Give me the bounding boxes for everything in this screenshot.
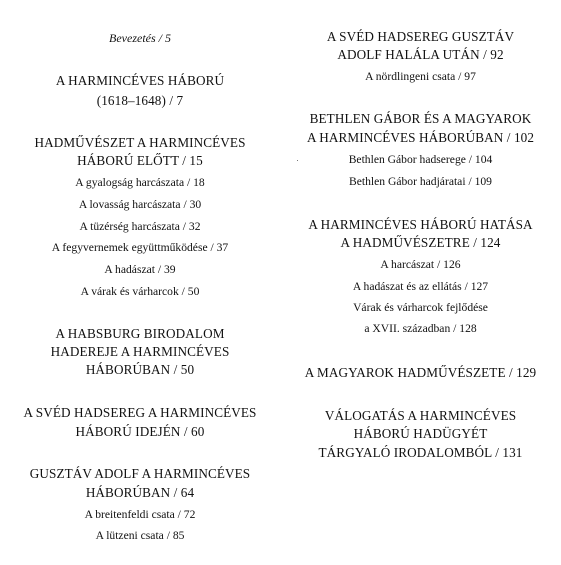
toc-entry-fortress-development: Várak és várharcok fejlődése bbox=[353, 301, 488, 314]
toc-heading-habsburg-3: HÁBORÚBAN / 50 bbox=[85, 362, 195, 377]
toc-heading-impact-1: A HARMINCÉVES HÁBORÚ HATÁSA bbox=[308, 217, 533, 232]
toc-entry-bethlen-campaigns: Bethlen Gábor hadjáratai / 109 bbox=[349, 175, 492, 188]
toc-heading-bibliography-3: TÁRGYALÓ IRODALOMBÓL / 131 bbox=[318, 445, 523, 460]
toc-heading-swedish-after-2: ADOLF HALÁLA UTÁN / 92 bbox=[337, 47, 504, 62]
toc-heading-swedish-army-1: A SVÉD HADSEREG A HARMINCÉVES bbox=[23, 405, 257, 420]
toc-entry-bethlen-army: Bethlen Gábor hadserege / 104 bbox=[348, 153, 493, 166]
toc-heading-bethlen-1: BETHLEN GÁBOR ÉS A MAGYAROK bbox=[309, 111, 532, 126]
toc-entry-tactics: A harcászat / 126 bbox=[380, 258, 461, 271]
toc-entry-breitenfeld: A breitenfeldi csata / 72 bbox=[84, 508, 196, 521]
toc-heading-gustavus-1: GUSZTÁV ADOLF A HARMINCÉVES bbox=[29, 466, 251, 481]
toc-entry-fortresses: A várak és várharcok / 50 bbox=[80, 285, 200, 298]
toc-heading-habsburg-2: HADEREJE A HARMINCÉVES bbox=[50, 344, 230, 359]
toc-heading-impact-2: A HADMŰVÉSZETRE / 124 bbox=[340, 235, 501, 250]
toc-entry-introduction: Bevezetés / 5 bbox=[109, 31, 171, 45]
toc-entry-nordlingen: A nördlingeni csata / 97 bbox=[365, 70, 476, 83]
toc-heading-swedish-army-2: HÁBORÚ IDEJÉN / 60 bbox=[75, 424, 205, 439]
toc-entry-lutzen: A lützeni csata / 85 bbox=[95, 529, 185, 542]
toc-heading-swedish-after-1: A SVÉD HADSEREG GUSZTÁV bbox=[326, 29, 515, 44]
toc-heading-bibliography-1: VÁLOGATÁS A HARMINCÉVES bbox=[324, 408, 517, 423]
toc-heading-bethlen-2: A HARMINCÉVES HÁBORÚBAN / 102 bbox=[306, 130, 535, 145]
toc-entry-seventeenth-century: a XVII. században / 128 bbox=[364, 322, 477, 335]
toc-entry-artillery-tactics: A tüzérség harcászata / 32 bbox=[79, 220, 201, 233]
scan-speck bbox=[297, 160, 298, 161]
toc-heading-warfare-before: HADMŰVÉSZET A HARMINCÉVES bbox=[34, 135, 246, 150]
toc-entry-strategy: A hadászat / 39 bbox=[104, 263, 176, 276]
toc-entry-cavalry-tactics: A lovasság harcászata / 30 bbox=[78, 198, 202, 211]
toc-heading-hungarian-warfare: A MAGYAROK HADMŰVÉSZETE / 129 bbox=[304, 365, 537, 380]
toc-heading-bibliography-2: HÁBORÚ HADÜGYÉT bbox=[353, 426, 488, 441]
toc-entry-strategy-supply: A hadászat és az ellátás / 127 bbox=[352, 280, 489, 293]
toc-heading-warfare-before-2: HÁBORÚ ELŐTT / 15 bbox=[77, 153, 203, 168]
toc-heading-thirty-years-war-dates: (1618–1648) / 7 bbox=[96, 93, 184, 108]
toc-heading-thirty-years-war: A HARMINCÉVES HÁBORÚ bbox=[55, 73, 225, 88]
toc-heading-habsburg-1: A HABSBURG BIRODALOM bbox=[55, 326, 225, 341]
toc-entry-infantry-tactics: A gyalogság harcászata / 18 bbox=[75, 176, 205, 189]
toc-heading-gustavus-2: HÁBORÚBAN / 64 bbox=[85, 485, 195, 500]
toc-entry-combined-arms: A fegyvernemek együttműködése / 37 bbox=[51, 241, 229, 254]
